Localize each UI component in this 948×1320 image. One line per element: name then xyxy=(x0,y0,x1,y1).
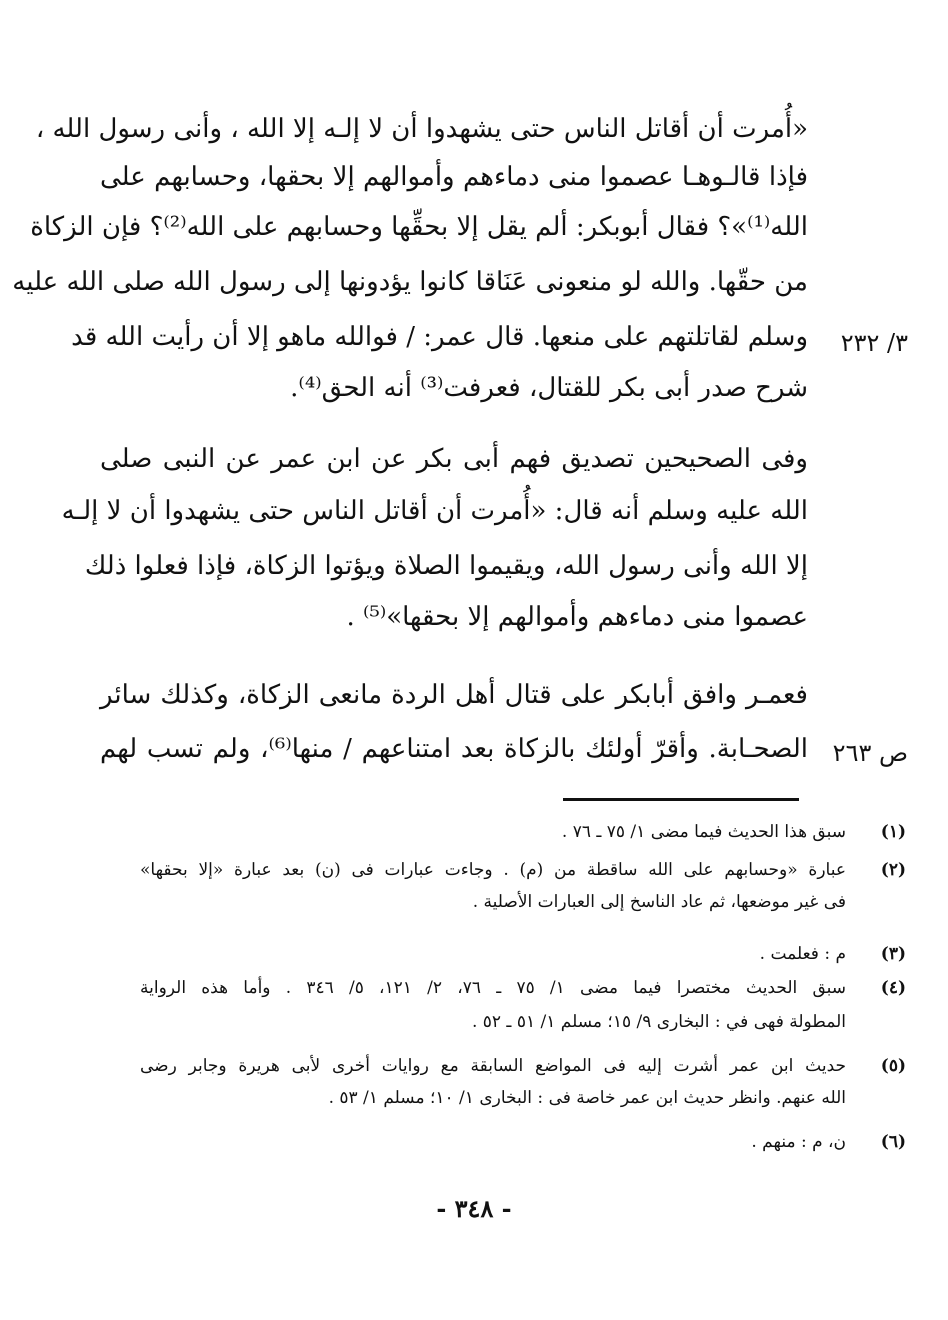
footnote-text: سبق هذا الحديث فيما مضى ١/ ٧٥ ـ ٧٦ . xyxy=(561,822,846,842)
page-number: - ٣٤٨ - xyxy=(436,1194,512,1223)
footnote xyxy=(100,818,906,846)
footnote xyxy=(100,940,906,968)
footnote-number: (٤) xyxy=(880,978,906,998)
footnote-text: حديث ابن عمر أشرت إليه فى المواضع السابقة مع روايات أخرى لأبى هريرة وجابر رضى xyxy=(140,1056,846,1076)
body-line: من حقّها. والله لو منعونى عَنَاقا كانوا يؤدونها إلى رسول الله صلى الله عليه xyxy=(12,267,808,297)
footnote xyxy=(100,1128,906,1156)
body-line: وفى الصحيحين تصديق فهم أبى بكر عن ابن عمر عن النبى صلى xyxy=(100,444,808,474)
footnote-text: م : فعلمت . xyxy=(759,944,846,964)
margin-reference: ٣/ ٢٣٢ xyxy=(840,329,908,357)
body-line: وسلم لقاتلتهم على منعها. قال عمر: / فوالله ماهو إلا أن رأيت الله قد xyxy=(71,322,808,352)
body-line: الله عليه وسلم أنه قال: «أُمرت أن أقاتل الناس حتى يشهدوا أن لا إلـه xyxy=(61,496,808,526)
footnote-text: عبارة «وحسابهم على الله ساقطة من (م) . وجاءت عبارات فى (ن) بعد عبارة «إلا بحقها» xyxy=(140,860,846,880)
footnote-number: (٦) xyxy=(880,1132,906,1152)
body-line: فإذا قالـوهـا عصموا منى دماءهم وأموالهم إلا بحقها، وحسابهم على xyxy=(100,162,808,192)
footnote xyxy=(100,1052,906,1112)
footnote-text: المطولة فهى في : البخارى ٩/ ١٥؛ مسلم ١/ ٥١ ـ ٥٢ . xyxy=(471,1012,846,1032)
body-line: عصموا منى دماءهم وأموالهم إلا بحقها»⁽⁵⁾ . xyxy=(346,602,808,632)
footnote-divider xyxy=(563,798,799,801)
body-line: إلا الله وأنى رسول الله، ويقيموا الصلاة ويؤتوا الزكاة، فإذا فعلوا ذلك xyxy=(84,551,808,581)
footnote-number: (٥) xyxy=(880,1056,906,1076)
body-line: «أُمرت أن أقاتل الناس حتى يشهدوا أن لا إلـه إلا الله ، وأنى رسول الله ، xyxy=(35,114,808,144)
footnote-text: فى غير موضعها، ثم عاد الناسخ إلى العبارات الأصلية . xyxy=(472,892,846,912)
body-line: الله⁽¹⁾»؟ فقال أبوبكر: ألم يقل إلا بحقِّها وحسابهم على الله⁽²⁾؟ فإن الزكاة xyxy=(30,212,808,242)
footnote-text: ن، م : منهم . xyxy=(751,1132,846,1152)
body-line: شرح صدر أبى بكر للقتال، فعرفت⁽³⁾ أنه الحق⁽⁴⁾. xyxy=(290,373,808,403)
footnote-number: (٣) xyxy=(880,944,906,964)
footnote-text: سبق الحديث مختصرا فيما مضى ١/ ٧٥ ـ ٧٦، ٢/ ١٢١، ٥/ ٣٤٦ . وأما هذه الرواية xyxy=(140,978,846,998)
body-line: فعمـر وافق أبابكر على قتال أهل الردة مانعى الزكاة، وكذلك سائر xyxy=(100,680,808,710)
margin-reference: ص ٢٦٣ xyxy=(832,739,908,767)
body-line: الصحـابة. وأقرّ أولئك بالزكاة بعد امتناعهم / منها⁽⁶⁾، ولم تسب لهم xyxy=(100,734,808,764)
footnote xyxy=(100,974,906,1034)
footnote-text: الله عنهم. وانظر حديث ابن عمر خاصة فى : البخارى ١/ ١٠؛ مسلم ١/ ٥٣ . xyxy=(328,1088,846,1108)
footnote xyxy=(100,856,906,916)
footnote-number: (٢) xyxy=(880,860,906,880)
footnote-number: (١) xyxy=(880,822,906,842)
